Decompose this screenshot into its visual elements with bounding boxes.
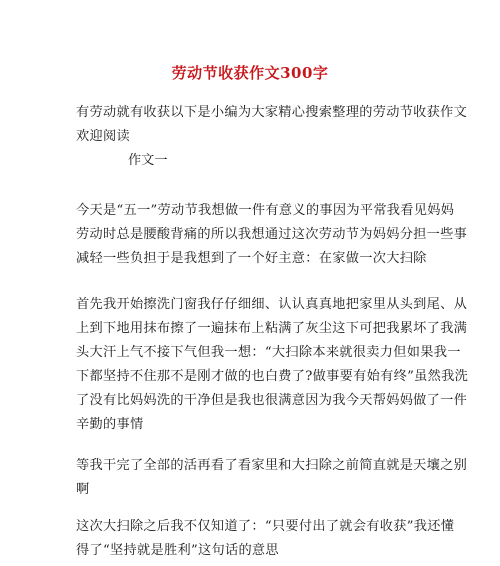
text-line: 头大汗上气不接下气但我一想：“大扫除本来就很卖力但如果我一 — [76, 345, 461, 360]
text-line: 了没有比妈妈洗的干净但是我也很满意因为我今天帮妈妈做了一件 — [76, 393, 468, 408]
text-line: 等我干完了全部的活再看了看家里和大扫除之前简直就是天壤之别 — [76, 458, 468, 473]
paragraph-2 — [76, 293, 469, 437]
text-line: 这次大扫除之后我不仅知道了：“只要付出了就会有收获”我还懂 — [76, 519, 455, 534]
text-line: 下都坚持不住那不是刚才做的也白费了?做事要有始有终”虽然我洗 — [76, 369, 469, 384]
paragraph-3 — [76, 454, 468, 502]
text-line: 今天是“五一”劳动节我想做一件有意义的事因为平常我看见妈妈 — [76, 203, 455, 218]
paragraph-1 — [76, 199, 468, 271]
text-line: 首先我开始擦洗门窗我仔仔细细、认认真真地把家里从头到尾、从 — [76, 297, 468, 312]
intro-paragraph — [76, 101, 468, 149]
text-line: 欢迎阅读 — [76, 129, 130, 144]
text-line: 有劳动就有收获以下是小编为大家精心搜索整理的劳动节收获作文 — [76, 105, 468, 120]
text-line: 减轻一些负担于是我想到了一个好主意：在家做一次大扫除 — [76, 251, 427, 266]
text-line: 得了“坚持就是胜利”这句话的意思 — [76, 543, 279, 558]
text-line: 上到下地用抹布擦了一遍抹布上粘满了灰尘这下可把我累坏了我满 — [76, 321, 468, 336]
document-title: 劳动节收获作文300字 — [171, 64, 329, 82]
paragraph-4 — [76, 515, 455, 563]
section-subheading: 作文一 — [128, 153, 168, 168]
text-line: 辛勤的事情 — [76, 417, 144, 432]
text-line: 劳动时总是腰酸背痛的所以我想通过这次劳动节为妈妈分担一些事 — [76, 227, 468, 242]
text-line: 啊 — [76, 482, 90, 497]
